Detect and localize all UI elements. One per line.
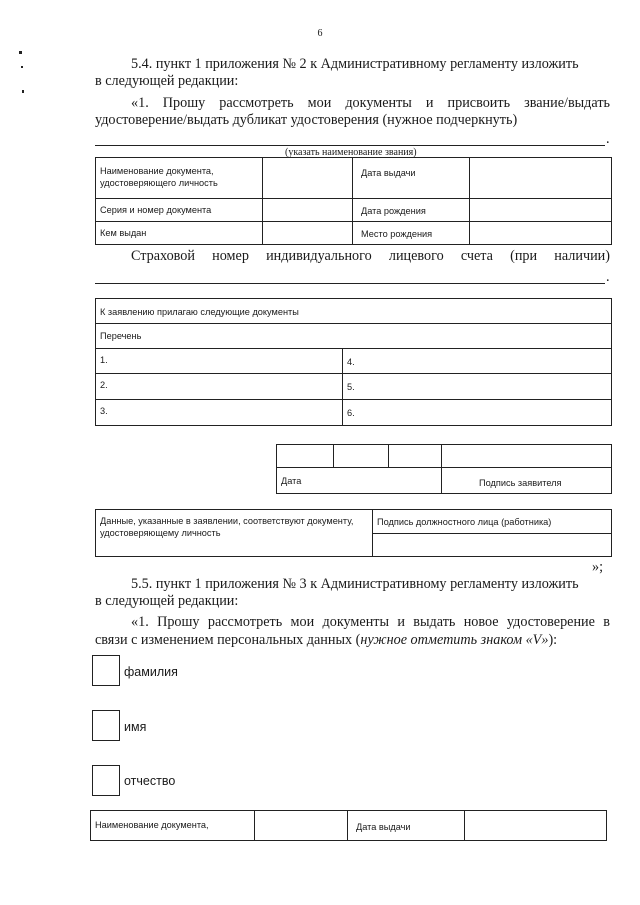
series-number-label: Серия и номер документа — [95, 198, 263, 222]
date-year-box[interactable] — [388, 444, 442, 468]
date-day-box[interactable] — [276, 444, 334, 468]
new-doc-name-value[interactable] — [254, 810, 348, 841]
request-line2-hint: нужное отметить знаком «V» — [360, 632, 549, 648]
issue-date-label: Дата выдачи — [352, 157, 470, 199]
date-label-cell: Дата — [276, 467, 442, 494]
scan-mark — [22, 90, 24, 93]
attachment-item-5[interactable]: 5. — [342, 373, 612, 400]
official-signature-label: Подпись должностного лица (работника) — [372, 509, 612, 534]
verification-statement: Данные, указанные в заявлении, соответствуют документу, удостоверяющему личность — [95, 509, 373, 557]
snils-entry-line[interactable] — [95, 283, 605, 284]
surname-checkbox-label: фамилия — [124, 665, 178, 679]
applicant-signature-box[interactable] — [441, 444, 612, 468]
birth-place-value[interactable] — [469, 221, 612, 245]
title-entry-hint: (указать наименование звания) — [285, 147, 417, 158]
attachments-header: К заявлению прилагаю следующие документы — [95, 298, 612, 324]
patronymic-checkbox-label: отчество — [124, 774, 176, 788]
applicant-signature-label: Подпись заявителя — [441, 467, 612, 494]
issue-date-value[interactable] — [469, 157, 612, 199]
official-signature-box[interactable] — [372, 533, 612, 557]
title-entry-line[interactable] — [95, 145, 605, 146]
surname-checkbox[interactable] — [92, 655, 120, 686]
issued-by-label: Кем выдан — [95, 221, 263, 245]
new-issue-date-label: Дата выдачи — [347, 810, 465, 841]
scan-mark — [21, 66, 23, 68]
name-checkbox[interactable] — [92, 710, 120, 741]
attachment-item-6[interactable]: 6. — [342, 399, 612, 426]
attachments-list-label: Перечень — [95, 323, 612, 349]
attachment-item-1[interactable]: 1. — [95, 348, 343, 374]
section-55-request-line2 — [95, 632, 557, 649]
new-doc-name-label: Наименование документа, — [90, 810, 255, 841]
issued-by-value[interactable] — [262, 221, 353, 245]
section-54-request-line2: удостоверение/выдать дубликат удостоверения (нужное подчеркнуть) — [95, 112, 518, 128]
official-verification-table — [95, 509, 612, 557]
section-54-heading-line1: 5.4. пункт 1 приложения № 2 к Административному регламенту изложить — [131, 56, 579, 72]
title-entry-line-end: . — [606, 131, 610, 147]
attachment-item-3[interactable]: 3. — [95, 399, 343, 426]
section-55-heading-line2: в следующей редакции: — [95, 593, 239, 609]
patronymic-checkbox[interactable] — [92, 765, 120, 796]
birth-date-value[interactable] — [469, 198, 612, 222]
request-line2-start: связи с изменением персональных данных ( — [95, 632, 361, 648]
attachment-item-2[interactable]: 2. — [95, 373, 343, 400]
page-number: 6 — [317, 28, 323, 39]
section-54-heading-line2: в следующей редакции: — [95, 73, 239, 89]
new-id-document-table — [90, 810, 607, 841]
attachments-table — [95, 298, 612, 426]
id-document-table — [95, 157, 612, 245]
snils-entry-line-end: . — [606, 269, 610, 285]
id-doc-name-label: Наименование документа, удостоверяющего личность — [95, 157, 263, 199]
id-doc-name-value[interactable] — [262, 157, 353, 199]
section-54-closing: »; — [592, 559, 604, 575]
birth-place-label: Место рождения — [352, 221, 470, 245]
section-55-heading-line1: 5.5. пункт 1 приложения № 3 к Административному регламенту изложить — [131, 576, 579, 592]
attachment-item-4[interactable]: 4. — [342, 348, 612, 374]
snils-label: Страховой номер индивидуального лицевого счета (при наличии) — [131, 248, 610, 264]
scan-mark — [19, 51, 22, 54]
new-issue-date-value[interactable] — [464, 810, 607, 841]
section-54-request-line1: «1. Прошу рассмотреть мои документы и присвоить звание/выдать — [131, 95, 610, 111]
section-55-request-line1: «1. Прошу рассмотреть мои документы и выдать новое удостоверение в — [131, 614, 610, 630]
date-month-box[interactable] — [333, 444, 389, 468]
name-checkbox-label: имя — [124, 720, 147, 734]
applicant-signature-table — [276, 444, 612, 494]
request-line2-end: ): — [548, 632, 558, 648]
series-number-value[interactable] — [262, 198, 353, 222]
birth-date-label: Дата рождения — [352, 198, 470, 222]
